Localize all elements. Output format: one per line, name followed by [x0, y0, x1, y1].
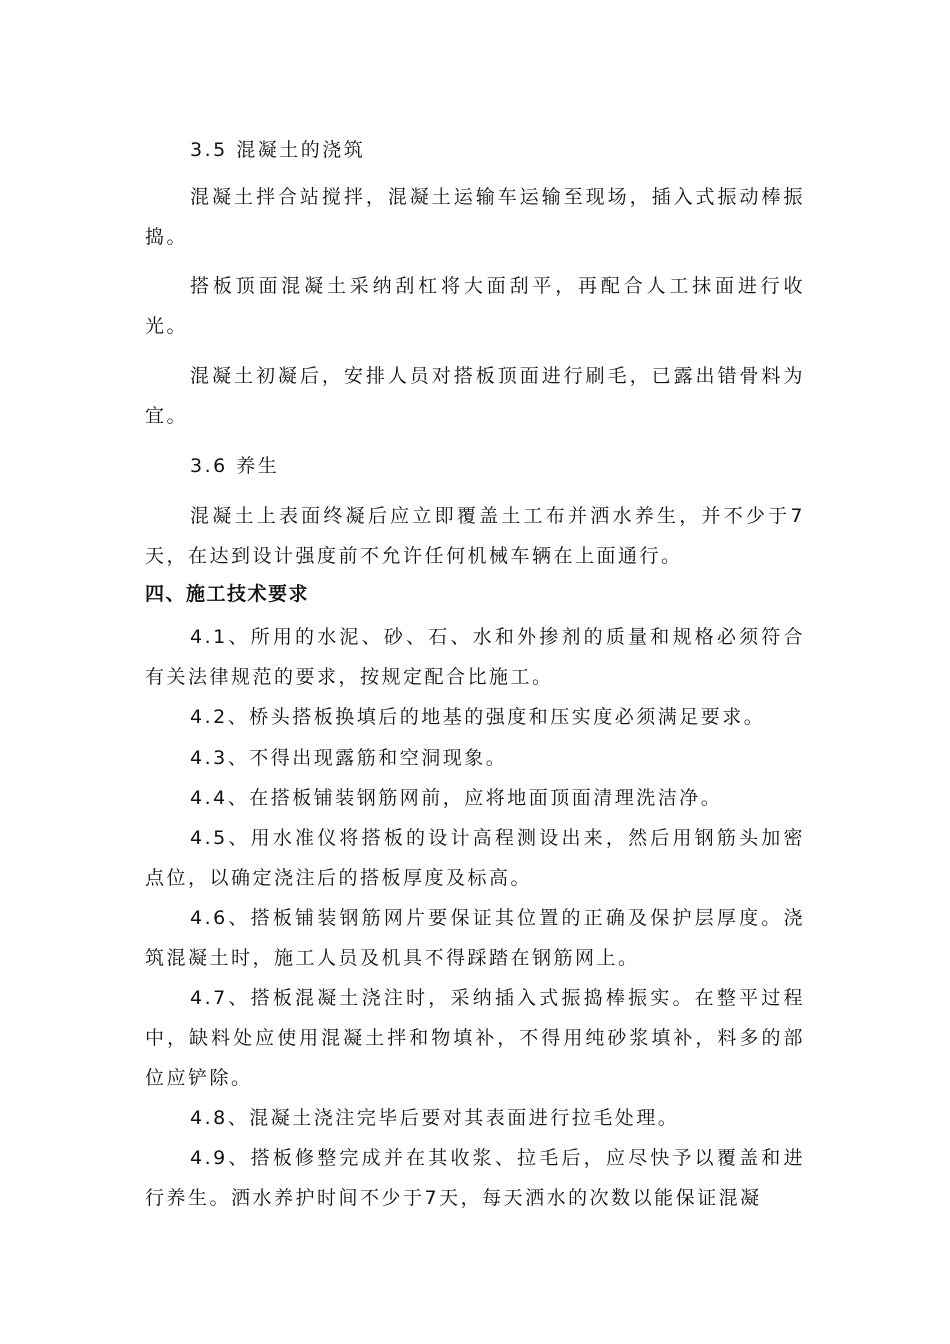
item-4-6: 4.6、搭板铺装钢筋网片要保证其位置的正确及保护层厚度。浇筑混凝土时，施工人员及机具不得踩踏在钢筋网上。 — [145, 907, 805, 969]
item-4-1: 4.1、所用的水泥、砂、石、水和外掺剂的质量和规格必须符合有关法律规范的要求，按规定配合比施工。 — [145, 626, 805, 688]
section-3-5-title: 3.5 混凝土的浇筑 — [190, 139, 366, 161]
section-4-title: 四、施工技术要求 — [145, 583, 310, 605]
item-4-7: 4.7、搭板混凝土浇注时，采纳插入式振捣棒振实。在整平过程中，缺料处应使用混凝土拌和物填补，不得用纯砂浆填补，料多的部位应铲除。 — [145, 987, 805, 1089]
paragraph-3-5-leveling: 搭板顶面混凝土采纳刮杠将大面刮平，再配合人工抹面进行收光。 — [145, 275, 805, 337]
item-4-2: 4.2、桥头搭板换填后的地基的强度和压实度必须满足要求。 — [190, 706, 766, 728]
item-4-3: 4.3、不得出现露筋和空洞现象。 — [190, 747, 508, 769]
paragraph-3-5-brushing: 混凝土初凝后，安排人员对搭板顶面进行刷毛，已露出错骨料为宜。 — [145, 365, 805, 427]
item-4-8: 4.8、混凝土浇注完毕后要对其表面进行拉毛处理。 — [190, 1107, 680, 1129]
item-4-9: 4.9、搭板修整完成并在其收浆、拉毛后，应尽快予以覆盖和进行养生。洒水养护时间不少于7天，每天洒水的次数以能保证混凝 — [145, 1147, 805, 1209]
paragraph-3-6-curing: 混凝土上表面终凝后应立即覆盖土工布并洒水养生，并不少于7天，在达到设计强度前不允许任何机械车辆在上面通行。 — [145, 505, 805, 567]
item-4-5: 4.5、用水准仪将搭板的设计高程测设出来，然后用钢筋头加密点位，以确定浇注后的搭板厚度及标高。 — [145, 827, 805, 889]
item-4-4: 4.4、在搭板铺装钢筋网前，应将地面顶面清理洗洁净。 — [190, 787, 723, 809]
paragraph-3-5-mixing: 混凝土拌合站搅拌，混凝土运输车运输至现场，插入式振动棒振捣。 — [145, 186, 805, 248]
section-3-6-title: 3.6 养生 — [190, 455, 280, 477]
